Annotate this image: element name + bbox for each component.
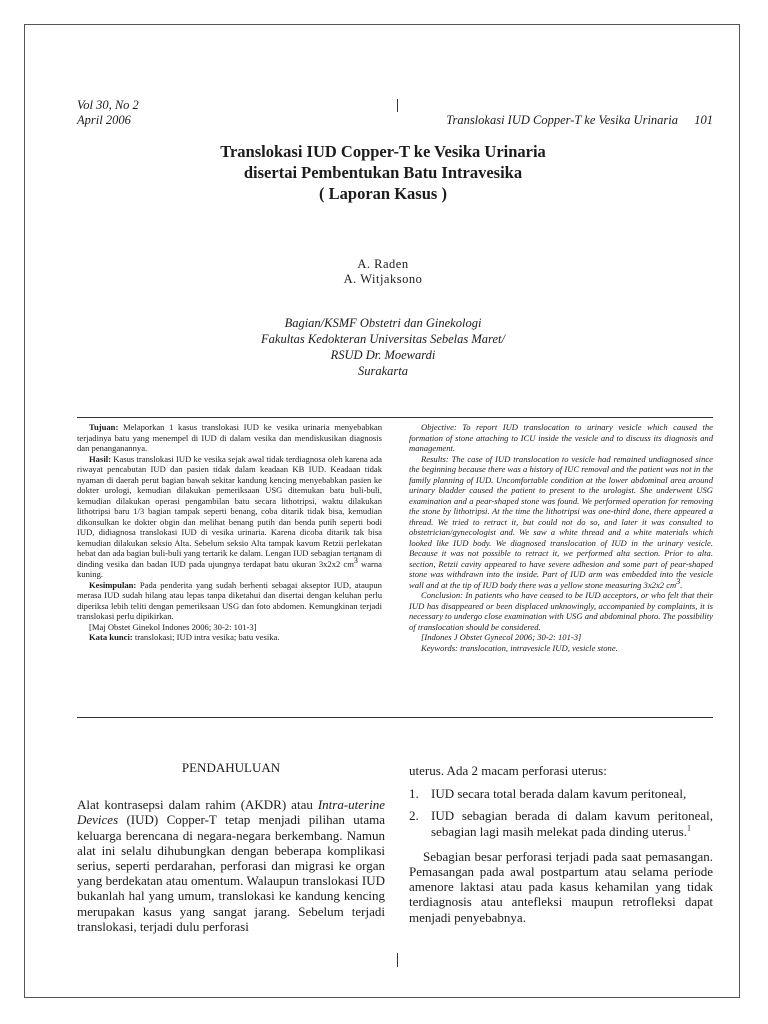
superscript: 3 (676, 576, 681, 586)
keywords-label: Kata kunci: (89, 632, 133, 642)
list-text: IUD sebagian berada di dalam kavum peritoneal, sebagian lagi masih melekat pada dinding uterus. (431, 808, 713, 839)
title-line: ( Laporan Kasus ) (319, 184, 447, 203)
citation-en: [Indones J Obstet Gynecol 2006; 30-2: 101-3] (421, 632, 582, 642)
paragraph (77, 797, 385, 934)
hasil-text: Kasus translokasi IUD ke vesika sejak awal tidak terdiagnosa oleh karena ada riwayat pencabutan IUD dan pasien tidak dalam keadaan KB IUD. Keadaan tidak nyaman di daerah perut bagian bawah sekitar kandung kencing menyebabkan pasien ke dokter urologi, kemudian dilakukan pemeriksaan USG ditemukan batu buli-buli, kemudian dilakukan operasi pengambilan batu secara lithotripsi, waktu dilakukan lithotripsi baru 1/3 bagian tampak seperti benang, coba ditarik tidak bisa, kemudian dikonsulkan ke dokter obgin dan melihat benang putih dan benda putih seperti bodi IUD, didiagnosa translokasi IUD di vesika urinaria. Karena dicoba ditarik tak bisa kemudian dilakukan seksio Alta. Sebelum seksio Alta tampak kavum Retzii perlekatan hebat dan ada bagian buli-buli yang tertarik ke dalam. Lengan IUD sebagian tertanam di dinding vesika dan badan IUD pada ujungnya terdapat batu ukuran 3x2x2 cm (77, 453, 382, 569)
tujuan-text: Melaporkan 1 kasus translokasi IUD ke vesika urinaria menyebabkan terjadinya batu yang menempel di IUD di dalam vesika dan mendiskusikan diagnosis dan penanganannya. (77, 422, 382, 453)
affiliation (85, 315, 681, 379)
author-name: A. Raden (357, 257, 409, 271)
abstract-bottom-rule (77, 717, 713, 718)
kesimpulan-text: Pada penderita yang sudah berhenti sebagai akseptor IUD, ataupun merasa IUD sudah hilang atau lepas tanpa diketahui dan disertai dengan keluhan perlu diperiksa lebih teliti dengan pemeriksaan USG dan foto abdomen. Kemungkinan terjadi translokasi perlu dipikirkan. (77, 579, 382, 621)
keywords-en: Keywords: translocation, intravesicle IUD, vesicle stone. (421, 642, 618, 653)
reference-number: 1 (686, 823, 691, 833)
page-number: 101 (694, 113, 713, 127)
journal-page (24, 24, 740, 998)
kesimpulan-label: Kesimpulan: (89, 579, 137, 590)
paragraph-emphasis: Intra-uterine Devices (77, 797, 385, 828)
citation-id: [Maj Obstet Ginekol Indones 2006; 30-2: 101-3] (89, 621, 257, 632)
journal-volume (77, 98, 139, 128)
list-text: IUD secara total berada dalam kavum peritoneal, (431, 786, 687, 802)
paragraph-text: Alat kontrasepsi dalam rahim (AKDR) atau (77, 797, 318, 813)
affiliation-line: Fakultas Kedokteran Universitas Sebelas Maret/ (261, 332, 505, 346)
hasil-text-end: warna kuning. (77, 558, 382, 579)
author-list (85, 257, 681, 287)
title-line: Translokasi IUD Copper-T ke Vesika Urinaria (220, 142, 546, 161)
body-right-column (409, 763, 713, 925)
paragraph: uterus. Ada 2 macam perforasi uterus: (409, 763, 607, 778)
title-line: disertai Pembentukan Batu Intravesika (243, 163, 523, 182)
perforation-list (409, 786, 713, 839)
list-item (409, 786, 713, 801)
hasil-label: Hasil: (89, 453, 111, 464)
affiliation-line: Bagian/KSMF Obstetri dan Ginekologi (284, 316, 482, 330)
list-item (409, 808, 713, 838)
affiliation-line: Surakarta (358, 364, 408, 378)
results-text: Results: The case of IUD translocation to vesicle had remained undiagnosed since the beginning because there was a history of IUC removal and the patient was not in the family planning of IUD. Uncomfortable condition at the lower abdominal area around urinary bladder caused the patient to present to the urologist. She underwent USG examination and a pear-shaped stone was found. We performed operation for removing the stone by lithotripsi. At the time the lithotripsi was one-third done, there appeared a thread. We tried to retract it, but could not do so, and later it was consulted to obstetrician/gynecologist and. We saw a white thread and a white materials which looked like IUD body. We diagnosed translocation of IUD in the urinary vesicle. Because it was not possible to retract it, we performed alta section. Prior to alta. section, Retzii cavity appeared to have severe adhesion and some part of pear-shaped stone was withdrawn into the inside. Part of IUD arm was embedded into the vesicle wall and at the tip of IUD body there was a yellow stone measuring 3x2x2 cm (409, 453, 713, 590)
section-heading: PENDAHULUAN (181, 760, 281, 775)
header-divider (397, 99, 398, 112)
keywords-text: translokasi; IUD intra vesika; batu vesika. (134, 632, 280, 642)
body-left-column (77, 760, 385, 934)
abstract-indonesian (77, 422, 382, 643)
affiliation-line: RSUD Dr. Moewardi (330, 348, 436, 362)
article-title (85, 141, 681, 204)
conclusion-text: Conclusion: In patients who have ceased to be IUD acceptors, or who felt that their IUD has disappeared or been displaced unknowingly, accompanied by complaints, it is necessary to undergo close examination with USG and abdominal photo. The possibility of translocation should be considered. (409, 590, 713, 632)
paragraph: Sebagian besar perforasi terjadi pada saat pemasangan. Pemasangan pada awal postpartum atau selama periode amenore laktasi atau pada kasus kehamilan yang tidak terdiagnosis atau antefleksi maupun retrofleksi dapat menjadi penyebabnya. (409, 848, 713, 925)
abstract-english (409, 422, 713, 653)
abstract-top-rule (77, 417, 713, 418)
results-text-end: . (680, 579, 683, 590)
list-number: 2. (409, 808, 419, 824)
paragraph-text: (IUD) Copper-T tetap menjadi pilihan utama keluarga berencana di negara-negara berkembang. Namun alat ini selalu dihubungkan dengan beberapa komplikasi serius, seperti perdarahan, perforasi dan migrasi ke organ yang berdekatan atau omentum. Walaupun translokasi IUD bukanlah hal yang umum, translokasi ke kandung kencing merupakan kasus yang sangat jarang. Sebelum terjadi translokasi, terjadi dulu perforasi (77, 812, 385, 934)
tujuan-label: Tujuan: (89, 422, 119, 432)
running-title: Translokasi IUD Copper-T ke Vesika Urinaria (446, 113, 678, 127)
author-name: A. Witjaksono (343, 272, 423, 286)
running-title-line (325, 113, 713, 128)
volume-text: Vol 30, No 2 (77, 98, 139, 112)
issue-date: April 2006 (77, 113, 131, 127)
objective-text: Objective: To report IUD translocation to urinary vesicle which caused the formation of stone attaching to ICU inside the vesicle and to discuss its diagnosis and management. (409, 422, 713, 453)
superscript: 3 (353, 555, 358, 565)
column-divider (397, 953, 398, 967)
list-number: 1. (409, 786, 419, 802)
